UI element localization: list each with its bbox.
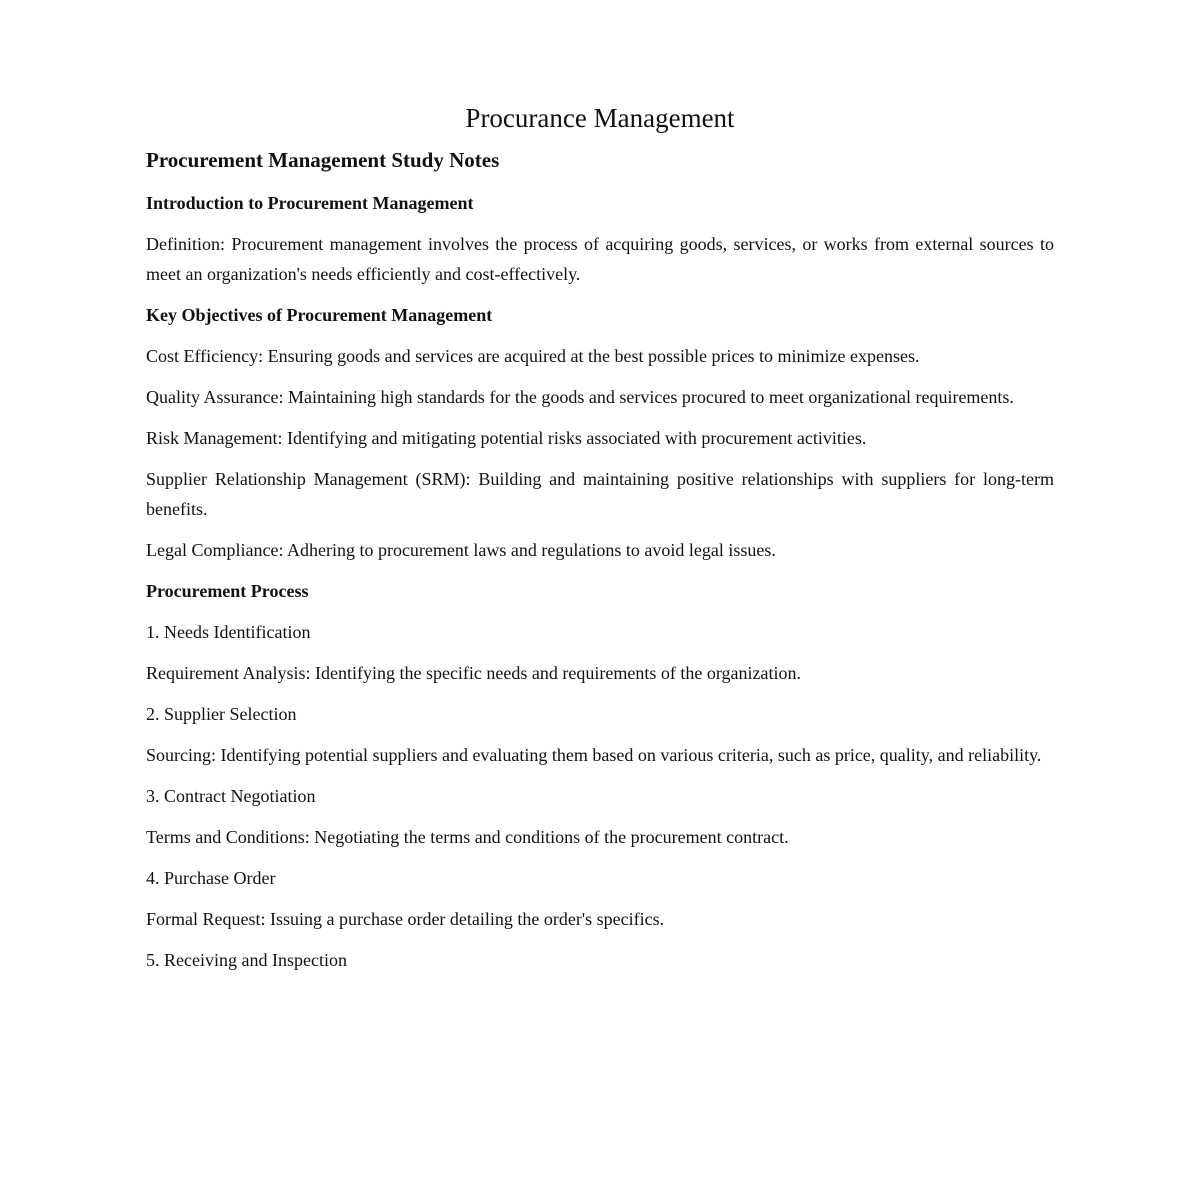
process-step-title: 1. Needs Identification	[146, 622, 311, 642]
document-title: Procurance Management	[465, 103, 735, 133]
process-step-title: 4. Purchase Order	[146, 868, 276, 888]
objective-legal-compliance: Legal Compliance: Adhering to procurement laws and regulations to avoid legal issues.	[146, 540, 776, 560]
objective-quality-assurance: Quality Assurance: Maintaining high standards for the goods and services procured to meet organizational requirements.	[146, 387, 1014, 407]
process-step-detail: Formal Request: Issuing a purchase order detailing the order's specifics.	[146, 909, 665, 929]
process-step-title: 3. Contract Negotiation	[146, 786, 316, 806]
process-step-title: 5. Receiving and Inspection	[146, 950, 347, 970]
section-heading-intro: Introduction to Procurement Management	[146, 193, 474, 213]
process-step-detail: Requirement Analysis: Identifying the specific needs and requirements of the organization.	[146, 663, 801, 683]
section-heading-process: Procurement Process	[146, 581, 309, 601]
section-heading-objectives: Key Objectives of Procurement Management	[146, 305, 493, 325]
process-step-title: 2. Supplier Selection	[146, 704, 297, 724]
objective-cost-efficiency: Cost Efficiency: Ensuring goods and services are acquired at the best possible prices to minimize expenses.	[146, 346, 920, 366]
document-subtitle: Procurement Management Study Notes	[146, 148, 500, 172]
definition-paragraph: Definition: Procurement management involves the process of acquiring goods, services, or works from external sources to meet an organization's needs efficiently and cost-effectively.	[146, 234, 1054, 284]
document-page	[146, 100, 1054, 986]
process-step-detail: Terms and Conditions: Negotiating the terms and conditions of the procurement contract.	[146, 827, 789, 847]
objective-risk-management: Risk Management: Identifying and mitigating potential risks associated with procurement activities.	[146, 428, 867, 448]
process-step-detail: Sourcing: Identifying potential suppliers and evaluating them based on various criteria, such as price, quality, and reliability.	[146, 745, 1042, 765]
objective-srm: Supplier Relationship Management (SRM): Building and maintaining positive relationships with suppliers for long-term benefits.	[146, 469, 1054, 519]
